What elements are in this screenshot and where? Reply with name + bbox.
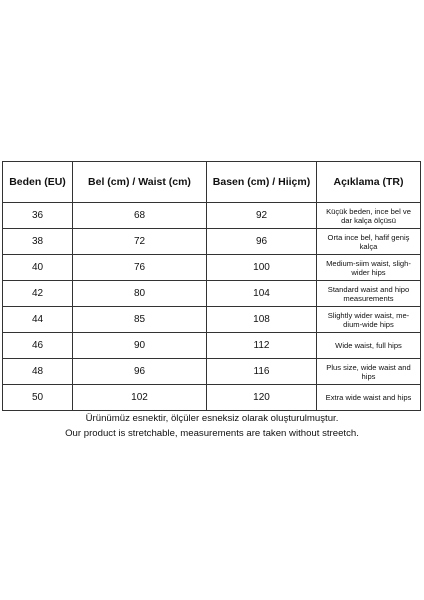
cell-size: 48 (3, 359, 73, 385)
cell-waist: 68 (73, 203, 207, 229)
cell-waist: 102 (73, 385, 207, 411)
cell-waist: 85 (73, 307, 207, 333)
cell-waist: 80 (73, 281, 207, 307)
cell-description: Orta ince bel, hafif geniş kalça (317, 229, 421, 255)
cell-hip: 116 (207, 359, 317, 385)
table-row (3, 333, 421, 359)
cell-hip: 96 (207, 229, 317, 255)
table-header-row (3, 162, 421, 203)
size-chart-table (2, 161, 421, 411)
cell-description: Standard waist and hipo measurements (317, 281, 421, 307)
table-row (3, 255, 421, 281)
cell-size: 44 (3, 307, 73, 333)
cell-waist: 72 (73, 229, 207, 255)
cell-size: 46 (3, 333, 73, 359)
table-row (3, 281, 421, 307)
header-waist: Bel (cm) / Waist (cm) (73, 162, 207, 203)
cell-size: 38 (3, 229, 73, 255)
cell-hip: 104 (207, 281, 317, 307)
header-size: Beden (EU) (3, 162, 73, 203)
cell-size: 36 (3, 203, 73, 229)
cell-hip: 92 (207, 203, 317, 229)
cell-description: Wide waist, full hips (317, 333, 421, 359)
table-row (3, 229, 421, 255)
table-row (3, 307, 421, 333)
cell-size: 50 (3, 385, 73, 411)
cell-waist: 90 (73, 333, 207, 359)
cell-description: Slightly wider waist, me-dium-wide hips (317, 307, 421, 333)
table-row (3, 385, 421, 411)
cell-hip: 112 (207, 333, 317, 359)
table-row (3, 203, 421, 229)
table-row (3, 359, 421, 385)
stretch-note-english: Our product is stretchable, measurements are taken without streetch. (65, 428, 359, 439)
cell-description: Plus size, wide waist and hips (317, 359, 421, 385)
cell-hip: 120 (207, 385, 317, 411)
cell-size: 42 (3, 281, 73, 307)
cell-size: 40 (3, 255, 73, 281)
header-description: Açıklama (TR) (317, 162, 421, 203)
cell-description: Medium-siim waist, sligh-wider hips (317, 255, 421, 281)
cell-waist: 76 (73, 255, 207, 281)
cell-description: Extra wide waist and hips (317, 385, 421, 411)
cell-waist: 96 (73, 359, 207, 385)
stretch-note-turkish: Ürünümüz esnektir, ölçüler esneksiz olarak oluşturulmuştur. (85, 413, 339, 424)
cell-hip: 100 (207, 255, 317, 281)
cell-description: Küçük beden, ince bel ve dar kalça ölçüsü (317, 203, 421, 229)
cell-hip: 108 (207, 307, 317, 333)
header-hip: Basen (cm) / Hiiçm) (207, 162, 317, 203)
